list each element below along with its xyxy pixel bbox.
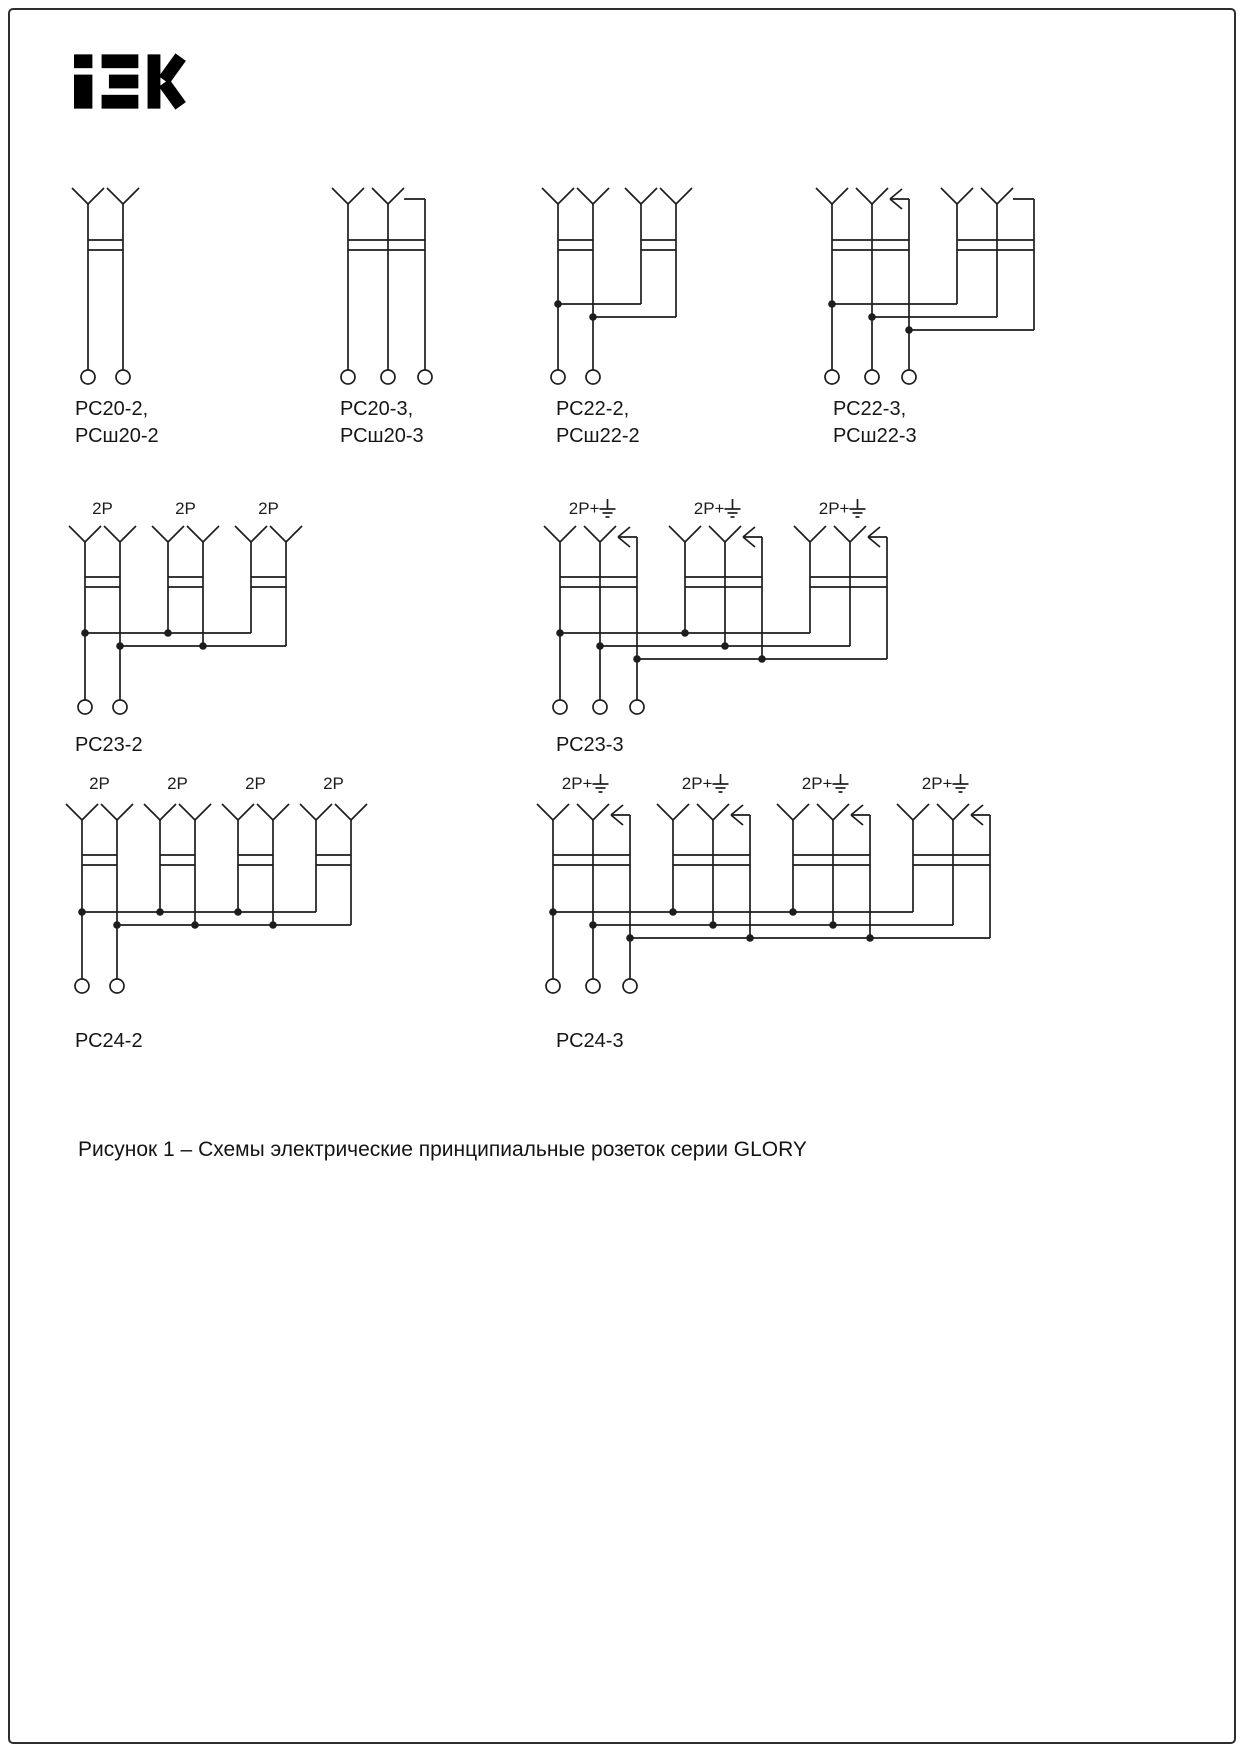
socket-contact-icon	[544, 526, 560, 542]
socket-contact-icon	[372, 188, 388, 204]
socket-contact-icon	[286, 526, 302, 542]
socket-contact-icon	[123, 188, 139, 204]
schematic-wires	[66, 804, 367, 979]
junction-dot	[589, 313, 597, 321]
socket-contact-icon	[794, 526, 810, 542]
socket-contact-icon	[937, 804, 953, 820]
junction-dot	[589, 921, 597, 929]
socket-contact-icon	[542, 188, 558, 204]
socket-contact-icon	[713, 804, 729, 820]
pc24-2-diagram	[52, 770, 379, 1000]
socket-contact-icon	[179, 804, 195, 820]
socket-contact-icon	[332, 188, 348, 204]
junction-dot	[116, 642, 124, 650]
earth-contact-icon	[851, 805, 863, 815]
terminal-circle	[551, 370, 565, 384]
socket-contact-icon	[697, 804, 713, 820]
schematic-wires	[69, 526, 302, 700]
logo-i-body	[74, 75, 92, 109]
socket-contact-icon	[235, 526, 251, 542]
junction-dot	[626, 934, 634, 942]
socket-contact-icon	[709, 526, 725, 542]
schematic-pc20-2	[58, 170, 159, 447]
junction-dot	[549, 908, 557, 916]
socket-contact-icon	[348, 188, 364, 204]
terminal-circle	[75, 979, 89, 993]
schematic-label-line: РСш20-3	[340, 425, 424, 447]
iek-logo	[74, 52, 188, 111]
ground-symbol-icon	[713, 774, 729, 792]
terminal-circle	[553, 700, 567, 714]
socket-contact-icon	[856, 188, 872, 204]
socket-contact-icon	[560, 526, 576, 542]
junction-dot	[758, 655, 766, 663]
schematic-label-line: РС20-2,	[75, 398, 149, 420]
socket-contact-icon	[625, 188, 641, 204]
pc24-3-diagram	[523, 770, 1018, 1000]
junction-dot	[866, 934, 874, 942]
socket-contact-icon	[725, 526, 741, 542]
terminal-circle	[586, 979, 600, 993]
schematic-label-line: РСш20-2	[75, 425, 159, 447]
logo-k-stem	[148, 54, 161, 108]
junction-dot	[746, 934, 754, 942]
socket-contact-icon	[222, 804, 238, 820]
logo-k-lower-arm	[164, 83, 181, 106]
socket-contact-icon	[104, 526, 120, 542]
socket-contact-icon	[593, 188, 609, 204]
figure-caption: Рисунок 1 – Схемы электрические принципиальные розеток серии GLORY	[78, 1138, 807, 1161]
schematic-label	[833, 396, 917, 450]
socket-contact-icon	[777, 804, 793, 820]
socket-type-label: 2Р+	[801, 774, 833, 793]
earth-contact-icon	[868, 527, 880, 537]
earth-contact-icon	[971, 805, 983, 815]
junction-dot	[905, 326, 913, 334]
socket-contact-icon	[388, 188, 404, 204]
socket-type-label: 2Р+	[693, 499, 725, 518]
earth-contact-icon	[890, 189, 902, 199]
terminal-circle	[81, 370, 95, 384]
socket-contact-icon	[553, 804, 569, 820]
terminal-circle	[623, 979, 637, 993]
socket-contact-icon	[833, 804, 849, 820]
schematic-wires	[542, 188, 692, 370]
pc20-2-diagram	[58, 170, 151, 390]
schematic-pc22-3	[802, 170, 1062, 447]
schematic-label-line: РС20-3,	[340, 398, 414, 420]
schematic-label	[556, 396, 640, 450]
logo-k-upper-arm	[164, 57, 181, 80]
socket-contact-icon	[641, 188, 657, 204]
earth-contact-icon	[971, 815, 983, 825]
schematic-label	[556, 1028, 624, 1055]
schematic-label	[75, 396, 159, 450]
ground-symbol-icon	[953, 774, 969, 792]
schematic-pc24-2	[52, 770, 379, 1052]
pc22-3-diagram	[802, 170, 1062, 390]
earth-contact-icon	[890, 199, 902, 209]
earth-contact-icon	[618, 527, 630, 537]
schematic-pc23-2	[55, 495, 314, 756]
junction-dot	[596, 642, 604, 650]
socket-contact-icon	[593, 804, 609, 820]
socket-type-label: 2Р	[89, 774, 110, 793]
socket-contact-icon	[101, 804, 117, 820]
schematic-label	[556, 732, 624, 759]
socket-contact-icon	[270, 526, 286, 542]
junction-dot	[721, 642, 729, 650]
junction-dot	[81, 629, 89, 637]
ground-symbol-icon	[850, 499, 866, 517]
ground-symbol-icon	[593, 774, 609, 792]
terminal-circle	[630, 700, 644, 714]
schematic-label-line: РС22-2,	[556, 398, 630, 420]
terminal-circle	[546, 979, 560, 993]
socket-contact-icon	[335, 804, 351, 820]
junction-dot	[633, 655, 641, 663]
junction-dot	[199, 642, 207, 650]
socket-contact-icon	[558, 188, 574, 204]
terminal-circle	[113, 700, 127, 714]
socket-contact-icon	[72, 188, 88, 204]
socket-contact-icon	[66, 804, 82, 820]
terminal-circle	[418, 370, 432, 384]
junction-dot	[828, 300, 836, 308]
socket-type-label: 2Р	[167, 774, 188, 793]
schematic-wires	[537, 804, 990, 979]
junction-dot	[709, 921, 717, 929]
socket-contact-icon	[251, 526, 267, 542]
schematic-label	[340, 396, 424, 450]
terminal-circle	[825, 370, 839, 384]
socket-contact-icon	[85, 526, 101, 542]
socket-contact-icon	[997, 188, 1013, 204]
socket-contact-icon	[160, 804, 176, 820]
schematic-wires	[332, 188, 425, 370]
socket-contact-icon	[300, 804, 316, 820]
socket-contact-icon	[941, 188, 957, 204]
socket-contact-icon	[195, 804, 211, 820]
socket-contact-icon	[660, 188, 676, 204]
junction-dot	[156, 908, 164, 916]
socket-contact-icon	[117, 804, 133, 820]
socket-contact-icon	[537, 804, 553, 820]
pc20-3-diagram	[318, 170, 453, 390]
earth-contact-icon	[618, 537, 630, 547]
schematic-label-line: РС24-3	[556, 1030, 624, 1052]
socket-contact-icon	[676, 188, 692, 204]
schematic-label-line: РС23-2	[75, 734, 143, 756]
earth-contact-icon	[611, 805, 623, 815]
socket-contact-icon	[316, 804, 332, 820]
socket-contact-icon	[913, 804, 929, 820]
earth-contact-icon	[743, 537, 755, 547]
schematic-wires	[72, 188, 139, 370]
junction-dot	[829, 921, 837, 929]
socket-contact-icon	[168, 526, 184, 542]
socket-type-label: 2Р+	[561, 774, 593, 793]
earth-contact-icon	[611, 815, 623, 825]
socket-type-label: 2Р+	[921, 774, 953, 793]
socket-contact-icon	[953, 804, 969, 820]
socket-contact-icon	[600, 526, 616, 542]
schematic-label-line: РС22-3,	[833, 398, 907, 420]
socket-contact-icon	[238, 804, 254, 820]
socket-type-label: 2Р+	[681, 774, 713, 793]
earth-contact-icon	[851, 815, 863, 825]
junction-dot	[191, 921, 199, 929]
schematic-label-line: РСш22-2	[556, 425, 640, 447]
socket-contact-icon	[584, 526, 600, 542]
ground-symbol-icon	[725, 499, 741, 517]
socket-contact-icon	[832, 188, 848, 204]
schematic-pc20-3	[318, 170, 453, 447]
junction-dot	[556, 629, 564, 637]
terminal-circle	[110, 979, 124, 993]
socket-contact-icon	[577, 188, 593, 204]
socket-contact-icon	[685, 526, 701, 542]
terminal-circle	[341, 370, 355, 384]
earth-contact-icon	[731, 805, 743, 815]
socket-contact-icon	[669, 526, 685, 542]
socket-contact-icon	[82, 804, 98, 820]
schematic-label	[75, 1028, 143, 1055]
socket-contact-icon	[897, 804, 913, 820]
junction-dot	[554, 300, 562, 308]
schematic-pc23-3	[530, 495, 915, 756]
logo-e-bottom	[102, 95, 139, 109]
socket-contact-icon	[981, 188, 997, 204]
socket-contact-icon	[957, 188, 973, 204]
socket-contact-icon	[577, 804, 593, 820]
socket-type-label: 2Р+	[568, 499, 600, 518]
junction-dot	[78, 908, 86, 916]
iek-logo-graphic	[74, 52, 188, 111]
socket-type-label: 2Р	[92, 499, 113, 518]
pc23-3-diagram	[530, 495, 915, 721]
schematic-label-line: РС23-3	[556, 734, 624, 756]
socket-contact-icon	[817, 804, 833, 820]
socket-contact-icon	[834, 526, 850, 542]
junction-dot	[789, 908, 797, 916]
schematic-label	[75, 732, 143, 759]
socket-contact-icon	[88, 188, 104, 204]
schematic-pc24-3	[523, 770, 1018, 1052]
junction-dot	[868, 313, 876, 321]
socket-contact-icon	[850, 526, 866, 542]
socket-contact-icon	[107, 188, 123, 204]
junction-dot	[164, 629, 172, 637]
socket-contact-icon	[257, 804, 273, 820]
junction-dot	[113, 921, 121, 929]
pc23-2-diagram	[55, 495, 314, 721]
socket-contact-icon	[872, 188, 888, 204]
schematic-wires	[816, 188, 1034, 370]
socket-contact-icon	[152, 526, 168, 542]
junction-dot	[234, 908, 242, 916]
socket-contact-icon	[810, 526, 826, 542]
terminal-circle	[116, 370, 130, 384]
schematic-wires	[544, 526, 887, 700]
socket-contact-icon	[273, 804, 289, 820]
terminal-circle	[902, 370, 916, 384]
schematic-label-line: РС24-2	[75, 1030, 143, 1052]
earth-contact-icon	[743, 527, 755, 537]
socket-contact-icon	[187, 526, 203, 542]
logo-e-top	[102, 54, 139, 68]
logo-e-mid	[109, 75, 138, 89]
earth-contact-icon	[868, 537, 880, 547]
terminal-circle	[381, 370, 395, 384]
schematic-label-line: РСш22-3	[833, 425, 917, 447]
socket-contact-icon	[657, 804, 673, 820]
socket-contact-icon	[673, 804, 689, 820]
terminal-circle	[586, 370, 600, 384]
terminal-circle	[593, 700, 607, 714]
pc22-2-diagram	[528, 170, 704, 390]
earth-contact-icon	[731, 815, 743, 825]
socket-contact-icon	[203, 526, 219, 542]
socket-type-label: 2Р	[175, 499, 196, 518]
ground-symbol-icon	[833, 774, 849, 792]
socket-contact-icon	[144, 804, 160, 820]
logo-i-dot	[74, 54, 92, 68]
terminal-circle	[78, 700, 92, 714]
socket-contact-icon	[816, 188, 832, 204]
terminal-circle	[865, 370, 879, 384]
junction-dot	[269, 921, 277, 929]
socket-type-label: 2Р	[323, 774, 344, 793]
socket-contact-icon	[120, 526, 136, 542]
schematic-pc22-2	[528, 170, 704, 447]
junction-dot	[669, 908, 677, 916]
ground-symbol-icon	[600, 499, 616, 517]
socket-type-label: 2Р+	[818, 499, 850, 518]
socket-contact-icon	[69, 526, 85, 542]
socket-contact-icon	[793, 804, 809, 820]
junction-dot	[681, 629, 689, 637]
socket-type-label: 2Р	[258, 499, 279, 518]
socket-type-label: 2Р	[245, 774, 266, 793]
socket-contact-icon	[351, 804, 367, 820]
